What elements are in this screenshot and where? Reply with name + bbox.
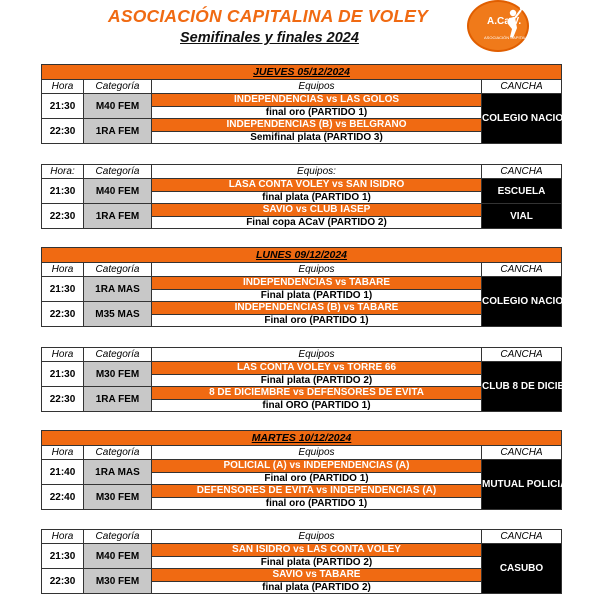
- cancha-cell: COLEGIO NACIONAL: [482, 94, 562, 144]
- match-detalle: final oro (PARTIDO 1): [152, 497, 482, 510]
- match-equipos: SAVIO vs CLUB IASEP: [152, 204, 482, 217]
- col-cancha: CANCHA: [482, 263, 562, 277]
- match-hora: 21:40: [42, 460, 84, 485]
- match-categoria: 1RA FEM: [84, 387, 152, 412]
- match-detalle: Final copa ACaV (PARTIDO 2): [152, 216, 482, 229]
- match-detalle: Final oro (PARTIDO 1): [152, 472, 482, 485]
- match-hora: 22:30: [42, 302, 84, 327]
- col-equipos: Equipos: [152, 530, 482, 544]
- col-hora: Hora: [42, 446, 84, 460]
- col-cancha: CANCHA: [482, 348, 562, 362]
- schedule-table: [41, 347, 594, 412]
- match-equipos: INDEPENDENCIAS vs TABARE: [152, 277, 482, 290]
- col-categoria: Categoría: [84, 348, 152, 362]
- match-categoria: M40 FEM: [84, 179, 152, 204]
- match-equipos: LASA CONTA VOLEY vs SAN ISIDRO: [152, 179, 482, 192]
- col-hora: Hora: [42, 348, 84, 362]
- match-hora: 21:30: [42, 362, 84, 387]
- col-equipos: Equipos: [152, 446, 482, 460]
- col-cancha: CANCHA: [482, 80, 562, 94]
- logo-text: A.Ca.V.: [487, 16, 522, 27]
- cancha-cell: COLEGIO NACIONAL: [482, 277, 562, 327]
- volleyball-player-icon: [469, 2, 531, 54]
- col-categoria: Categoría: [84, 530, 152, 544]
- match-categoria: 1RA FEM: [84, 204, 152, 229]
- match-detalle: Final plata (PARTIDO 2): [152, 556, 482, 569]
- acav-logo: [467, 0, 555, 52]
- col-equipos: Equipos:: [152, 165, 482, 179]
- match-row: [42, 179, 562, 192]
- match-detalle: final ORO (PARTIDO 1): [152, 399, 482, 412]
- match-hora: 22:40: [42, 485, 84, 510]
- page-header: [0, 0, 600, 58]
- match-row: [42, 544, 562, 557]
- col-cancha: CANCHA: [482, 530, 562, 544]
- match-equipos: 8 DE DICIEMBRE vs DEFENSORES DE EVITA: [152, 387, 482, 400]
- match-categoria: 1RA MAS: [84, 460, 152, 485]
- match-detalle: final plata (PARTIDO 1): [152, 191, 482, 204]
- match-detalle: Final plata (PARTIDO 2): [152, 374, 482, 387]
- col-categoria: Categoría: [84, 165, 152, 179]
- col-categoria: Categoría: [84, 263, 152, 277]
- match-equipos: INDEPENDENCIAS (B) vs TABARE: [152, 302, 482, 315]
- match-hora: 22:30: [42, 569, 84, 594]
- schedule-table: [41, 164, 562, 229]
- match-hora: 22:30: [42, 387, 84, 412]
- col-hora: Hora: [42, 263, 84, 277]
- match-equipos: INDEPENDENCIAS (B) vs BELGRANO: [152, 119, 482, 132]
- match-equipos: INDEPENDENCIAS vs LAS GOLOS: [152, 94, 482, 107]
- page-title: ASOCIACIÓN CAPITALINA DE VOLEY: [108, 6, 429, 26]
- match-row: [42, 277, 562, 290]
- col-cancha: CANCHA: [482, 446, 562, 460]
- col-cancha: CANCHA: [482, 165, 562, 179]
- match-categoria: M30 FEM: [84, 485, 152, 510]
- match-detalle: Semifinal plata (PARTIDO 3): [152, 131, 482, 144]
- match-hora: 21:30: [42, 544, 84, 569]
- match-hora: 21:30: [42, 277, 84, 302]
- col-categoria: Categoría: [84, 80, 152, 94]
- col-equipos: Equipos: [152, 348, 482, 362]
- cancha-cell: ESCUELA: [482, 179, 562, 204]
- match-detalle: final oro (PARTIDO 1): [152, 106, 482, 119]
- match-equipos: LAS CONTA VOLEY vs TORRE 66: [152, 362, 482, 375]
- schedule-table: [41, 430, 574, 510]
- match-equipos: SAVIO vs TABARE: [152, 569, 482, 582]
- match-row: [42, 94, 562, 107]
- logo-subtext: ASOCIACIÓN CAPITALINA DE VOLEY: [484, 35, 555, 40]
- col-categoria: Categoría: [84, 446, 152, 460]
- match-detalle: final plata (PARTIDO 2): [152, 581, 482, 594]
- cancha-cell: CASUBO: [482, 544, 562, 594]
- match-detalle: Final plata (PARTIDO 1): [152, 289, 482, 302]
- match-categoria: M30 FEM: [84, 569, 152, 594]
- match-hora: 22:30: [42, 119, 84, 144]
- cancha-cell: CLUB 8 DE DICIEMBRE: [482, 362, 562, 412]
- match-equipos: POLICIAL (A) vs INDEPENDENCIAS (A): [152, 460, 482, 473]
- schedule-table: [41, 529, 562, 594]
- match-categoria: M30 FEM: [84, 362, 152, 387]
- match-hora: 21:30: [42, 94, 84, 119]
- match-detalle: Final oro (PARTIDO 1): [152, 314, 482, 327]
- match-categoria: 1RA MAS: [84, 277, 152, 302]
- match-row: [42, 204, 562, 217]
- match-categoria: M35 MAS: [84, 302, 152, 327]
- page-subtitle: Semifinales y finales 2024: [180, 30, 359, 46]
- match-hora: 21:30: [42, 179, 84, 204]
- col-hora: Hora: [42, 530, 84, 544]
- cancha-cell: VIAL: [482, 204, 562, 229]
- date-header: JUEVES 05/12/2024: [42, 65, 562, 80]
- match-categoria: 1RA FEM: [84, 119, 152, 144]
- match-categoria: M40 FEM: [84, 544, 152, 569]
- schedule-table: [41, 247, 584, 327]
- col-hora: Hora:: [42, 165, 84, 179]
- match-hora: 22:30: [42, 204, 84, 229]
- date-header: LUNES 09/12/2024: [42, 248, 562, 263]
- match-row: [42, 362, 562, 375]
- schedule-table: [41, 64, 584, 144]
- col-hora: Hora: [42, 80, 84, 94]
- col-equipos: Equipos: [152, 263, 482, 277]
- match-row: [42, 460, 562, 473]
- match-equipos: DEFENSORES DE EVITA vs INDEPENDENCIAS (A): [152, 485, 482, 498]
- col-equipos: Equipos: [152, 80, 482, 94]
- cancha-cell: MUTUAL POLICIAL: [482, 460, 562, 510]
- match-equipos: SAN ISIDRO vs LAS CONTA VOLEY: [152, 544, 482, 557]
- match-categoria: M40 FEM: [84, 94, 152, 119]
- date-header: MARTES 10/12/2024: [42, 431, 562, 446]
